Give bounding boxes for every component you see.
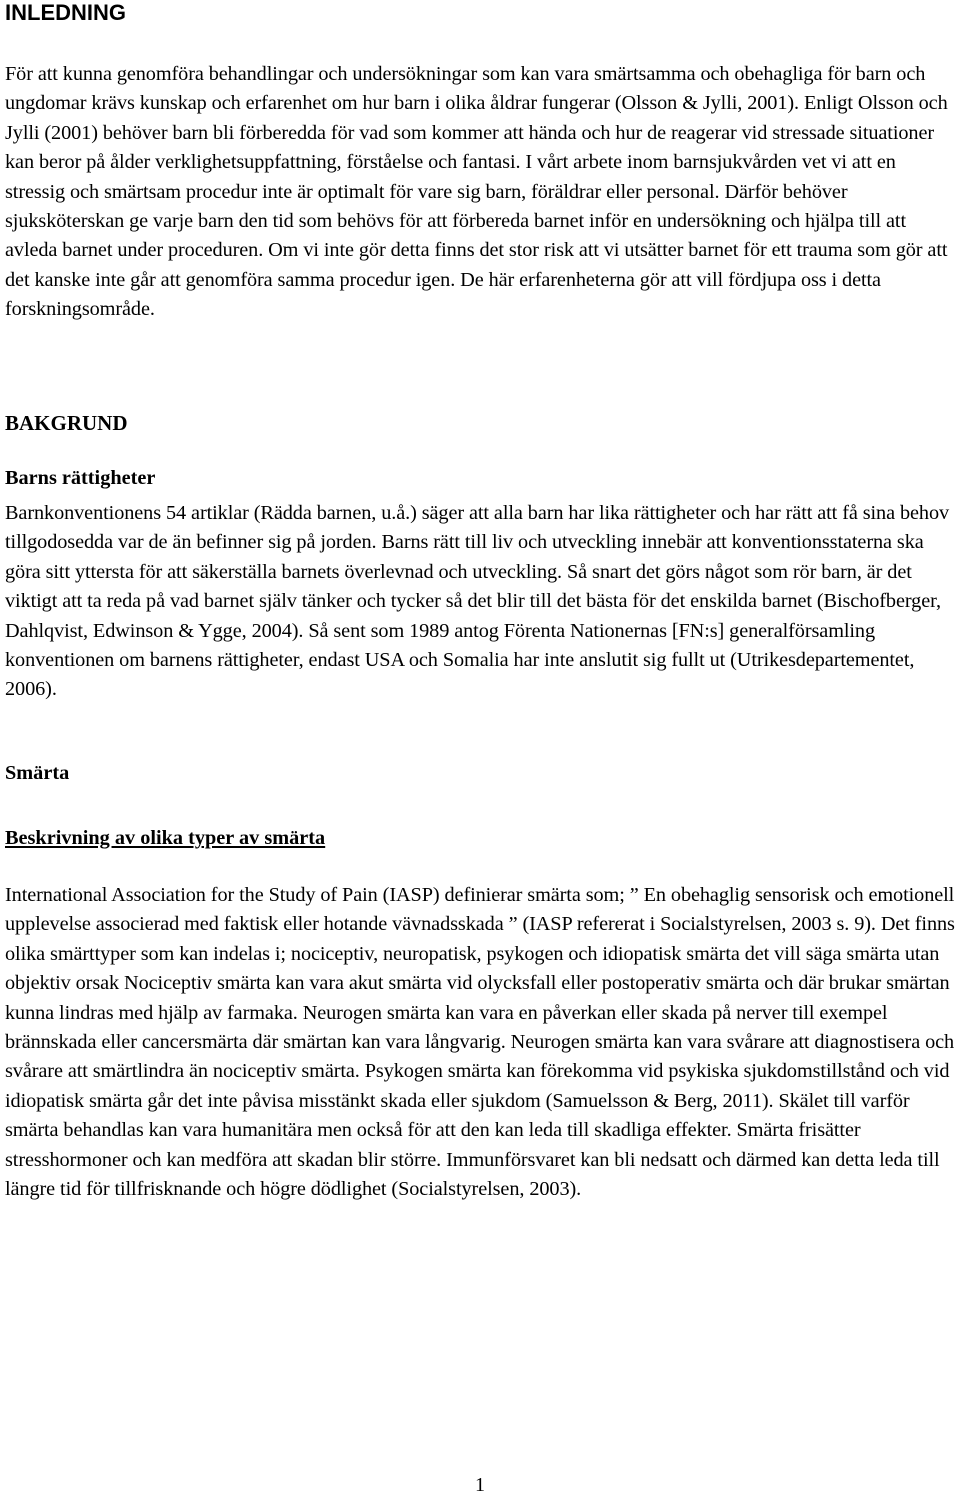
intro-paragraph: För att kunna genomföra behandlingar och undersökningar som kan vara smärtsamma och obehagliga för barn och ungdomar krävs kunskap och erfarenhet om hur barn i olika åldrar fungerar (Olsson & Jylli, 2001). Enligt Olsson och Jylli (2001) behöver barn bli förberedda för vad som kommer att hända och hur de reagerar vid stressade situationer kan beror på ålder verklighetsuppfattning, förståelse och fantasi. I vårt arbete inom barnsjukvården vet vi att en stressig och smärtsam procedur inte är optimalt för vare sig barn, föräldrar eller personal. Därför behöver sjuksköterskan ge varje barn den tid som behövs för att förbereda barnet inför en undersökning och hjälpa till att avleda barnet under proceduren. Om vi inte gör detta finns det stor risk att vi utsätter barnet för ett trauma som gör att det kanske inte går att genomföra samma procedur igen. De här erfarenheterna gör att vill fördjupa oss i detta forskningsområde. [5, 63, 948, 321]
pain-types-heading: Beskrivning av olika typer av smärta [5, 827, 326, 849]
pain-paragraph: International Association for the Study of Pain (IASP) definierar smärta som; ” En obehaglig sensorisk och emotionell upplevelse associerad med faktisk eller hotande vävnadsskada ” (IASP refererat i Socialstyrelsen, 2003 s. 9). Det finns olika smärttyper som kan indelas i; nociceptiv, neuropatisk, psykogen och idiopatisk smärta det vill säga smärta utan objektiv orsak Nociceptiv smärta kan vara akut smärta vid olycksfall eller postoperativ smärta och där brukar smärtan kunna lindras med hjälp av farmaka. Neurogen smärta kan vara en påverkan eller skada på nerver till exempel brännskada eller cancersmärta där smärtan kan vara långvarig. Neurogen smärta kan vara svårare att diagnostisera och svårare att smärtlindra än nociceptiv smärta. Psykogen smärta kan förekomma vid psykiska sjukdomstillstånd och vid idiopatisk smärta går det inte påvisa misstänkt skada eller sjukdom (Samuelsson & Berg, 2011). Skälet till varför smärta behandlas kan vara humanitära men också för att den kan leda till skadliga effekter. Smärta frisätter stresshormoner och kan medföra att skadan blir större. Immunförsvaret kan bli nedsatt och därmed kan detta leda till längre tid för tillfrisknande och högre dödlighet (Socialstyrelsen, 2003). [5, 884, 955, 1201]
page-number: 1 [475, 1474, 485, 1496]
intro-heading: INLEDNING [5, 0, 126, 25]
background-heading: BAKGRUND [5, 411, 128, 435]
rights-heading: Barns rättigheter [5, 467, 156, 489]
rights-paragraph: Barnkonventionens 54 artiklar (Rädda barnen, u.å.) säger att alla barn har lika rättigheter och har rätt att få sina behov tillgodosedda var de än befinner sig på jorden. Barns rätt till liv och utveckling innebär att konventionsstaterna ska göra sitt yttersta för att säkerställa barnets överlevnad och utveckling. Så snart det görs något som rör barn, är det viktigt att ta reda på vad barnet själv tänker och tycker så det blir till det bästa för det enskilda barnet (Bischofberger, Dahlqvist, Edwinson & Ygge, 2004). Så sent som 1989 antog Förenta Nationernas [FN:s] generalförsamling konventionen om barnens rättigheter, endast USA och Somalia har inte anslutit sig fullt ut (Utrikesdepartementet, 2006). [5, 502, 950, 701]
pain-heading: Smärta [5, 762, 70, 784]
